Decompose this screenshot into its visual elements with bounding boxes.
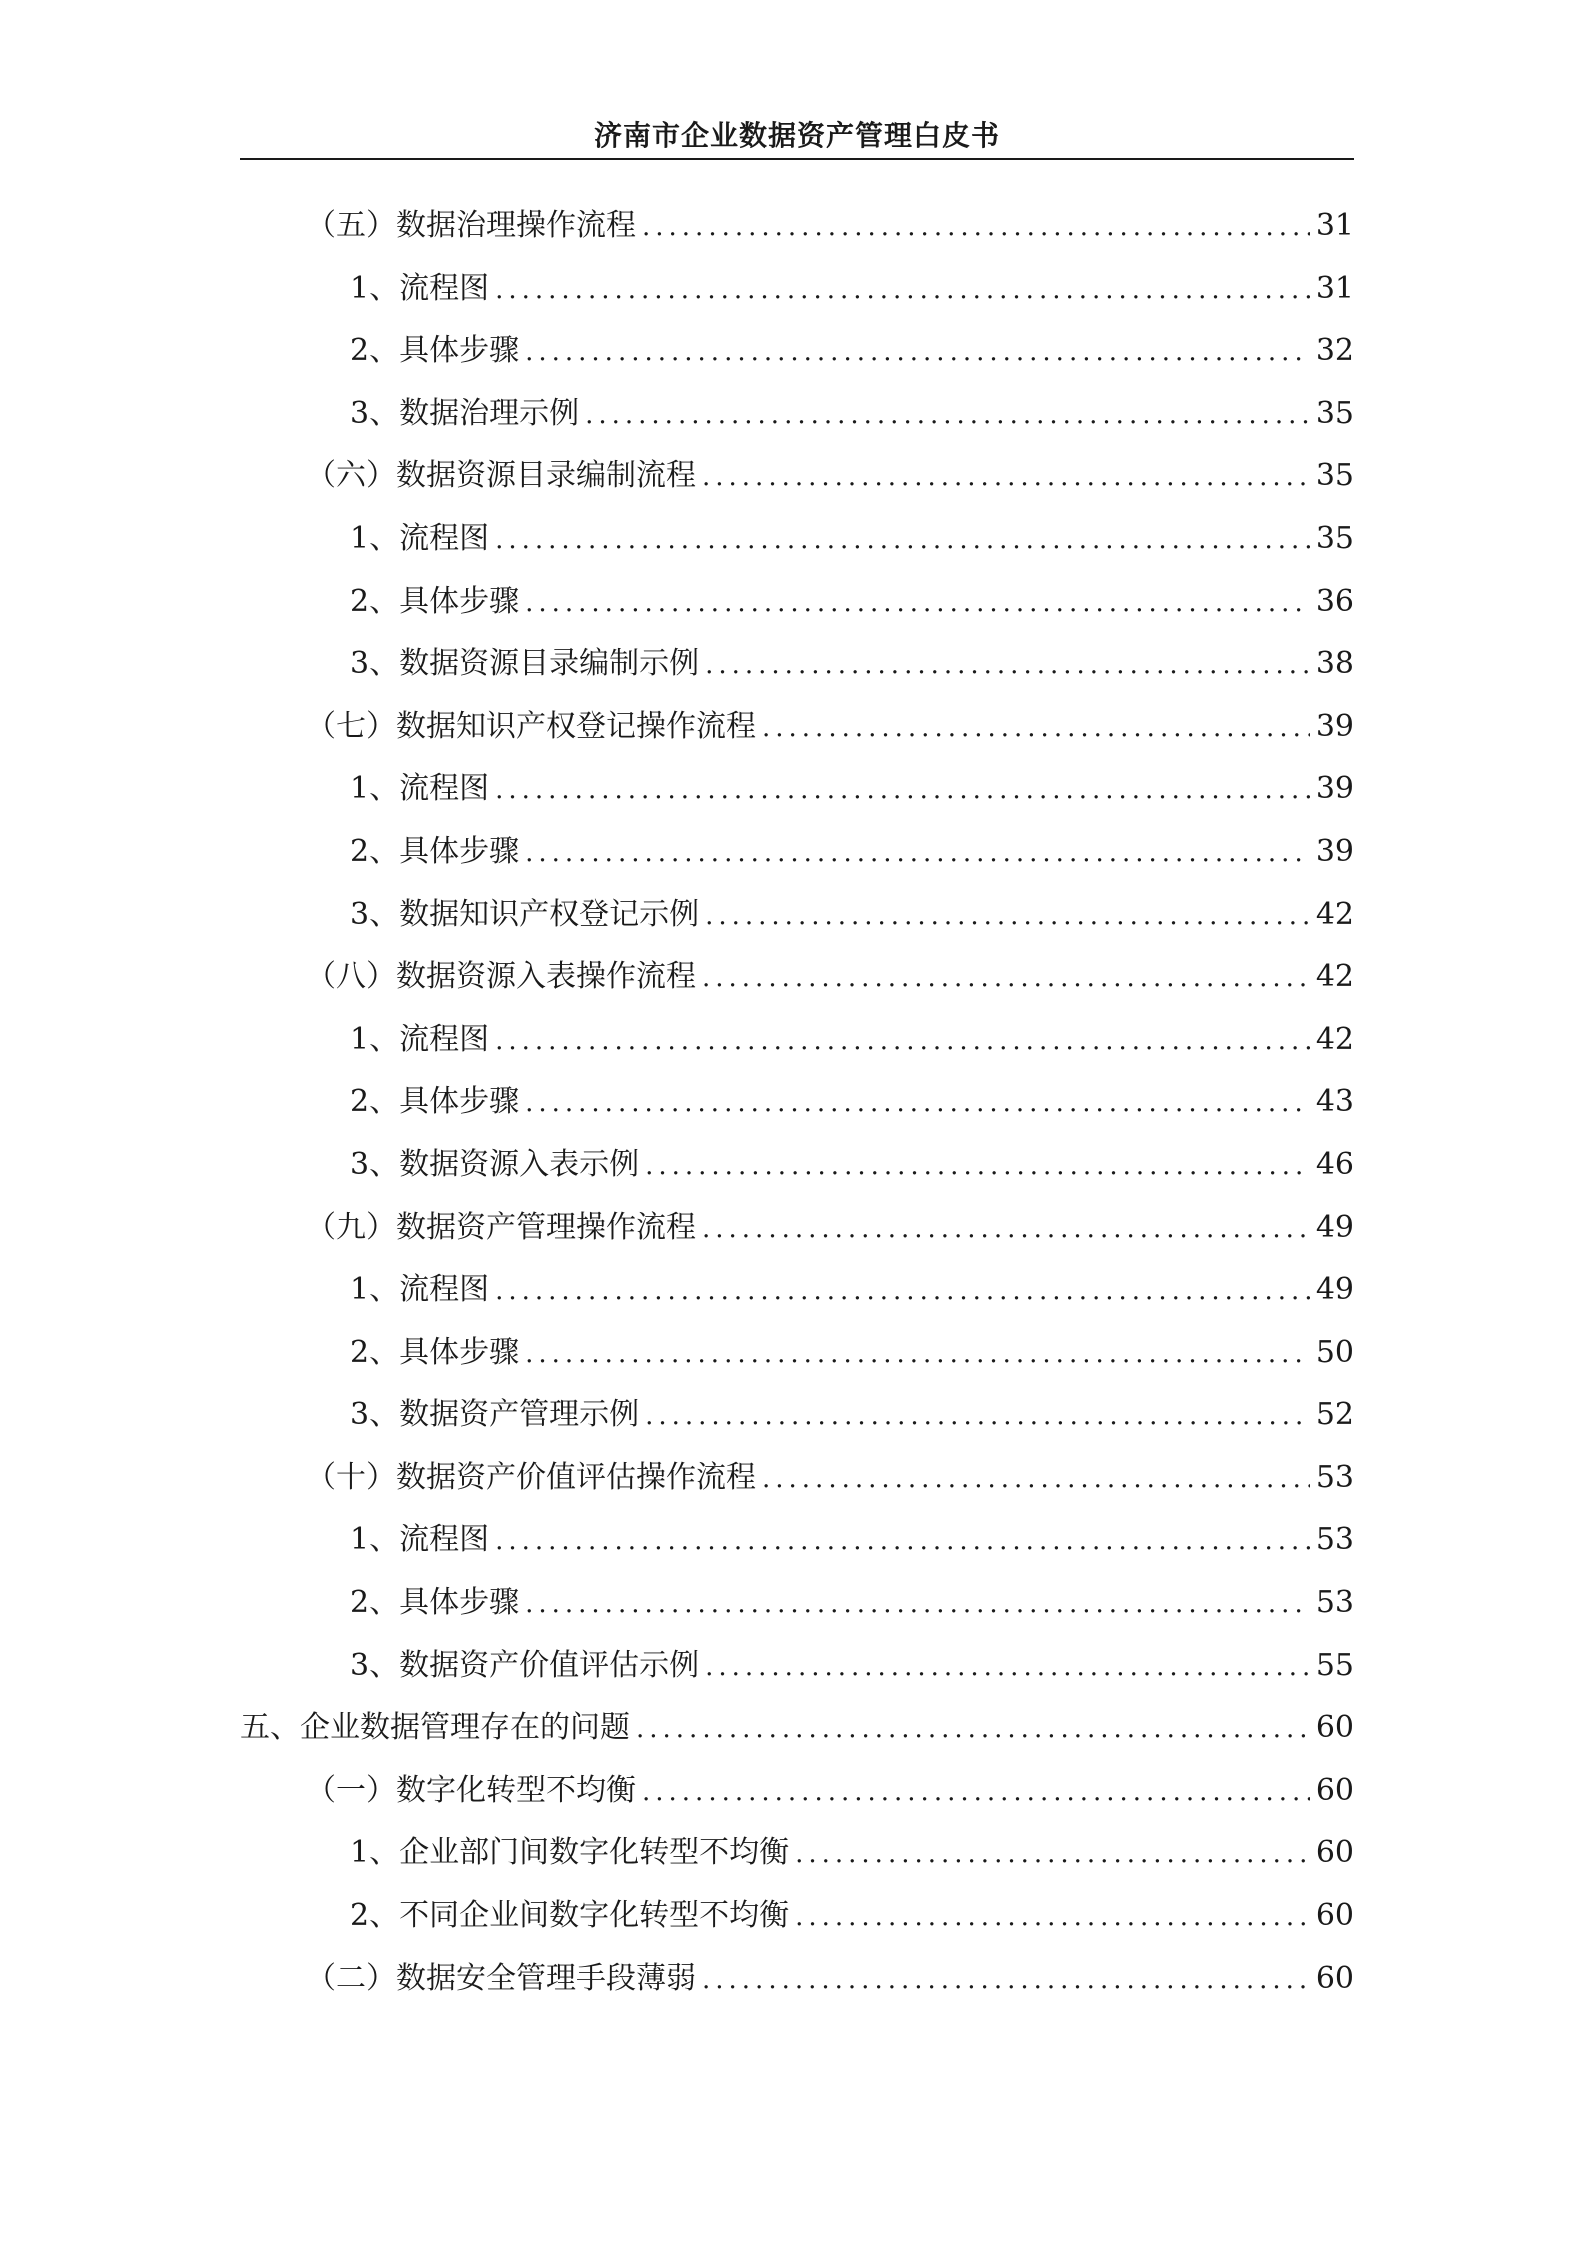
toc-entry-page-number: 36 [1315, 583, 1354, 619]
toc-entry-page-number: 50 [1315, 1334, 1354, 1370]
toc-entry-title: 2、具体步骤 [350, 583, 520, 619]
toc-entry-page-number: 35 [1315, 458, 1354, 494]
toc-entry-page-number: 52 [1315, 1397, 1354, 1433]
toc-entry-title: （一）数字化转型不均衡 [306, 1772, 636, 1808]
toc-entry[interactable] [240, 884, 1354, 947]
toc-entry[interactable] [240, 633, 1354, 696]
toc-entry-title: 2、具体步骤 [350, 333, 520, 369]
toc-entry[interactable] [240, 1384, 1354, 1447]
toc-entry-page-number: 35 [1315, 520, 1354, 556]
toc-dot-leader [795, 1823, 1310, 1886]
toc-entry-title: （五）数据治理操作流程 [306, 208, 636, 243]
header-divider [240, 158, 1354, 160]
toc-entry-page-number: 49 [1315, 1272, 1354, 1308]
toc-entry-page-number: 60 [1315, 1772, 1354, 1808]
toc-dot-leader [702, 1949, 1310, 2012]
toc-entry[interactable] [240, 821, 1354, 884]
toc-dot-leader [762, 1448, 1310, 1511]
toc-entry-title: 1、流程图 [350, 1522, 490, 1558]
toc-entry-page-number: 49 [1315, 1209, 1354, 1245]
toc-dot-leader [495, 1260, 1310, 1323]
toc-entry-title: 五、企业数据管理存在的问题 [240, 1710, 630, 1746]
toc-dot-leader [702, 1198, 1310, 1261]
toc-entry-title: 3、数据资源目录编制示例 [350, 646, 700, 682]
toc-entry-title: 1、企业部门间数字化转型不均衡 [350, 1835, 790, 1871]
toc-dot-leader [705, 1636, 1310, 1699]
toc-entry[interactable] [240, 1322, 1354, 1385]
toc-dot-leader [495, 1010, 1310, 1073]
toc-entry-title: 1、流程图 [350, 270, 490, 306]
toc-entry[interactable] [240, 696, 1354, 759]
toc-entry[interactable] [240, 1572, 1354, 1635]
toc-entry[interactable] [240, 758, 1354, 821]
toc-dot-leader [585, 384, 1310, 447]
toc-dot-leader [525, 822, 1310, 885]
toc-dot-leader [525, 1072, 1310, 1135]
toc-entry-page-number: 38 [1315, 646, 1354, 682]
toc-entry-title: （九）数据资产管理操作流程 [306, 1209, 696, 1245]
toc-entry-page-number: 42 [1315, 1021, 1354, 1057]
toc-entry-title: （六）数据资源目录编制流程 [306, 458, 696, 494]
toc-dot-leader [642, 1761, 1310, 1824]
toc-entry-page-number: 46 [1315, 1146, 1354, 1182]
toc-entry-title: 1、流程图 [350, 1021, 490, 1057]
toc-entry-page-number: 53 [1315, 1459, 1354, 1495]
toc-entry[interactable] [240, 1948, 1354, 2011]
toc-entry-title: 1、流程图 [350, 520, 490, 556]
toc-dot-leader [705, 634, 1310, 697]
toc-entry-page-number: 55 [1315, 1647, 1354, 1683]
toc-entry-title: 2、不同企业间数字化转型不均衡 [350, 1898, 790, 1934]
toc-dot-leader [642, 196, 1310, 259]
toc-entry-page-number: 39 [1315, 833, 1354, 869]
toc-entry[interactable] [240, 320, 1354, 383]
toc-entry-title: 2、具体步骤 [350, 1585, 520, 1621]
toc-dot-leader [636, 1698, 1310, 1761]
toc-entry[interactable] [240, 571, 1354, 634]
toc-entry[interactable] [240, 946, 1354, 1009]
toc-entry[interactable] [240, 1009, 1354, 1072]
toc-entry-page-number: 60 [1315, 1710, 1354, 1746]
toc-entry-title: 3、数据治理示例 [350, 395, 580, 431]
toc-entry[interactable] [240, 1134, 1354, 1197]
toc-dot-leader [525, 1323, 1310, 1386]
toc-entry-title: （二）数据安全管理手段薄弱 [306, 1960, 696, 1996]
toc-entry-title: 3、数据资产管理示例 [350, 1397, 640, 1433]
toc-dot-leader [495, 509, 1310, 572]
toc-entry-title: 2、具体步骤 [350, 833, 520, 869]
toc-entry-title: 1、流程图 [350, 771, 490, 807]
toc-entry-page-number: 60 [1315, 1898, 1354, 1934]
toc-entry[interactable] [240, 195, 1354, 258]
toc-dot-leader [525, 1573, 1310, 1636]
toc-entry-page-number: 42 [1315, 959, 1354, 995]
toc-entry-page-number: 60 [1315, 1960, 1354, 1996]
toc-entry-page-number: 43 [1315, 1084, 1354, 1120]
toc-entry[interactable] [240, 445, 1354, 508]
toc-entry-title: （八）数据资源入表操作流程 [306, 959, 696, 995]
toc-dot-leader [495, 1510, 1310, 1573]
toc-dot-leader [645, 1135, 1310, 1198]
toc-entry[interactable] [240, 1447, 1354, 1510]
toc-entry-title: 3、数据知识产权登记示例 [350, 896, 700, 932]
toc-entry-title: （十）数据资产价值评估操作流程 [306, 1459, 756, 1495]
toc-entry[interactable] [240, 258, 1354, 321]
toc-entry-page-number: 60 [1315, 1835, 1354, 1871]
toc-entry-page-number: 53 [1315, 1522, 1354, 1558]
page-header-title: 济南市企业数据资产管理白皮书 [593, 119, 1000, 152]
toc-entry-page-number: 42 [1315, 896, 1354, 932]
toc-dot-leader [645, 1385, 1310, 1448]
toc-entry-page-number: 31 [1315, 208, 1354, 243]
toc-entry-page-number: 31 [1315, 270, 1354, 306]
toc-entry[interactable] [240, 508, 1354, 571]
toc-dot-leader [525, 321, 1310, 384]
toc-entry-page-number: 32 [1315, 333, 1354, 369]
toc-entry[interactable] [240, 1822, 1354, 1885]
toc-dot-leader [702, 947, 1310, 1010]
toc-entry-title: 2、具体步骤 [350, 1334, 520, 1370]
toc-entry-title: 3、数据资产价值评估示例 [350, 1647, 700, 1683]
toc-entry[interactable] [240, 1259, 1354, 1322]
toc-entry[interactable] [240, 1885, 1354, 1948]
toc-entry[interactable] [240, 1197, 1354, 1260]
table-of-contents [240, 195, 1354, 2010]
toc-entry-title: （七）数据知识产权登记操作流程 [306, 708, 756, 744]
toc-entry[interactable] [240, 1697, 1354, 1760]
toc-entry-page-number: 39 [1315, 708, 1354, 744]
toc-entry[interactable] [240, 1509, 1354, 1572]
toc-entry-title: 3、数据资源入表示例 [350, 1146, 640, 1182]
toc-dot-leader [495, 259, 1310, 322]
toc-entry[interactable] [240, 383, 1354, 446]
toc-entry-title: 1、流程图 [350, 1272, 490, 1308]
toc-dot-leader [495, 759, 1310, 822]
toc-entry-title: 2、具体步骤 [350, 1084, 520, 1120]
toc-dot-leader [795, 1886, 1310, 1949]
toc-entry[interactable] [240, 1635, 1354, 1698]
toc-dot-leader [762, 697, 1310, 760]
toc-entry[interactable] [240, 1760, 1354, 1823]
toc-dot-leader [702, 446, 1310, 509]
toc-dot-leader [705, 885, 1310, 948]
toc-entry-page-number: 53 [1315, 1585, 1354, 1621]
toc-entry[interactable] [240, 1071, 1354, 1134]
toc-entry-page-number: 35 [1315, 395, 1354, 431]
toc-entry-page-number: 39 [1315, 771, 1354, 807]
toc-dot-leader [525, 572, 1310, 635]
